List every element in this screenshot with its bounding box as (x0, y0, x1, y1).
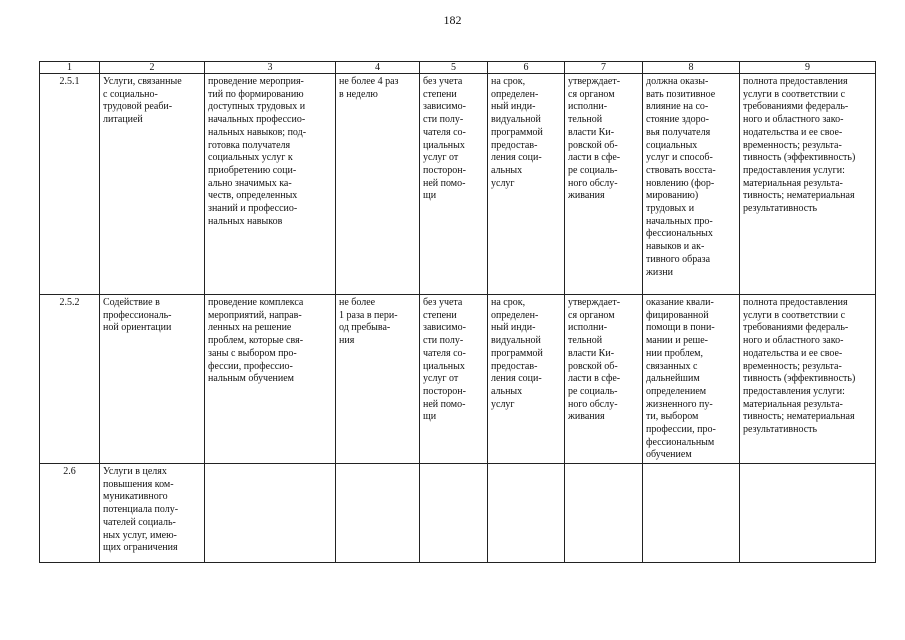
service-volume: не более 4 раз в неделю (339, 76, 399, 100)
service-tariff-cell (565, 74, 643, 295)
service-name-cell (100, 464, 205, 563)
service-term-cell (488, 295, 565, 464)
service-term: на срок, определен- ный инди- видуальной программой предостав- ления соци- альных услуг (491, 76, 543, 189)
page-number: 182 (443, 13, 462, 27)
service-conditions-cell (420, 295, 488, 464)
service-description: проведение комплекса мероприятий, направ- ленных на решение проблем, которые свя- заны с выбором про- фессии, профессио- нальным обучением (208, 297, 304, 385)
service-term-cell (488, 464, 565, 563)
table-header (40, 62, 876, 74)
column-header: 9 (740, 62, 876, 74)
service-volume: не более 1 раза в пери- од пребыва- ния (339, 297, 398, 347)
column-header: 2 (100, 62, 205, 74)
service-indicators: полнота предоставления услуги в соответствии с требованиями федераль- ного и областного зако- нодательства и ее свое- временность; результа- тивность (эффективность) предоставления услуги: материальная результа- тивность; нематериальная результативность (743, 297, 856, 436)
service-requirements-cell (643, 74, 740, 295)
service-indicators-cell (740, 295, 876, 464)
service-volume-cell (336, 464, 420, 563)
service-conditions-cell (420, 74, 488, 295)
service-description-cell (205, 74, 336, 295)
service-tariff: утверждает- ся органом исполни- тельной власти Ки- ровской об- ласти в сфе- ре социаль- ного обслу- живания (568, 76, 621, 202)
row-number: 2.6 (40, 464, 100, 563)
service-tariff-cell (565, 464, 643, 563)
service-name-cell (100, 295, 205, 464)
service-name: Услуги, связанные с социально- трудовой реаби- литацией (103, 76, 182, 126)
service-tariff: утверждает- ся органом исполни- тельной власти Ки- ровской об- ласти в сфе- ре социаль- ного обслу- живания (568, 297, 621, 423)
table-row (40, 464, 876, 563)
table-row (40, 74, 876, 295)
service-requirements-cell (643, 464, 740, 563)
service-name: Услуги в целях повышения ком- муникативного потенциала полу- чателей социаль- ных услуг, имею- щих ограничения (103, 466, 179, 554)
service-name: Содействие в профессиональ- ной ориентации (103, 297, 172, 334)
column-header: 5 (420, 62, 488, 74)
service-volume-cell (336, 295, 420, 464)
column-header: 4 (336, 62, 420, 74)
service-term-cell (488, 74, 565, 295)
service-description-cell (205, 295, 336, 464)
services-table (39, 61, 876, 563)
service-requirements: должна оказы- вать позитивное влияние на со- стояние здоро- вья получателя социальных услуг и способ- ствовать восста- новлению (фор- мированию) трудовых и начальных про- фессиональных навыков и ак- тивного образа жизни (646, 76, 716, 278)
service-volume-cell (336, 74, 420, 295)
column-header: 1 (40, 62, 100, 74)
service-conditions-cell (420, 464, 488, 563)
service-requirements-cell (643, 295, 740, 464)
service-indicators-cell (740, 74, 876, 295)
column-header: 7 (565, 62, 643, 74)
service-requirements: оказание квали- фицированной помощи в пони- мании и реше- нии проблем, связанных с дальнейшим определением жизненного пу- ти, выбором профессии, про- фессиональным обучением (646, 297, 716, 461)
row-number: 2.5.1 (40, 74, 100, 295)
service-name-cell (100, 74, 205, 295)
row-number: 2.5.2 (40, 295, 100, 464)
service-conditions: без учета степени зависимо- сти полу- чателя со- циальных услуг от посторон- ней помо- щи (423, 297, 466, 423)
table-row (40, 295, 876, 464)
column-header: 3 (205, 62, 336, 74)
service-conditions: без учета степени зависимо- сти полу- чателя со- циальных услуг от посторон- ней помо- щи (423, 76, 466, 202)
service-tariff-cell (565, 295, 643, 464)
service-indicators-cell (740, 464, 876, 563)
service-term: на срок, определен- ный инди- видуальной программой предостав- ления соци- альных услуг (491, 297, 543, 410)
service-description-cell (205, 464, 336, 563)
column-header: 6 (488, 62, 565, 74)
service-indicators: полнота предоставления услуги в соответствии с требованиями федераль- ного и областного зако- нодательства и ее свое- временность; результа- тивность (эффективность) предоставления услуги: материальная результа- тивность; нематериальная результативность (743, 76, 856, 215)
service-description: проведение мероприя- тий по формированию доступных трудовых и начальных профессио- нальных навыков; под- готовка получателя социальных услуг к приобретению соци- ально значимых ка- честв, определенных знаний и профессио- нальных навыков (208, 76, 307, 227)
column-header: 8 (643, 62, 740, 74)
